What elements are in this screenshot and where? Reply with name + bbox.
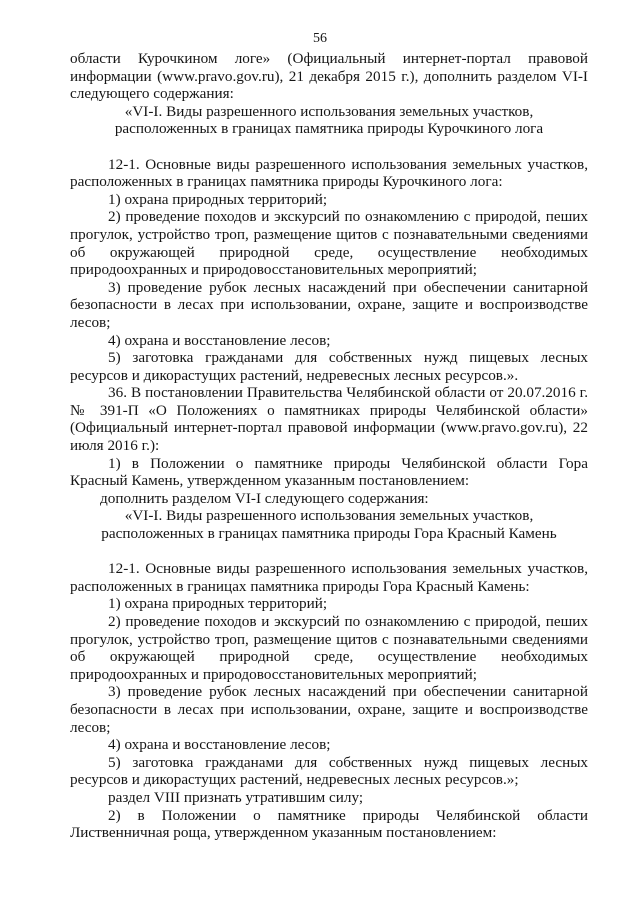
paragraph: 36. В постановлении Правительства Челябинской области от 20.07.2016 г. № 391-П «О Положениях о памятниках природы Челябинской области» (Официальный интернет-портал правовой информации (www.pravo.gov.ru), 22 июля 2016 г.):: [70, 384, 588, 455]
paragraph: 5) заготовка гражданами для собственных нужд пищевых лесных ресурсов и дикорастущих растений, недревесных лесных ресурсов.»;: [70, 753, 588, 789]
paragraph: 4) охрана и восстановление лесов;: [108, 736, 331, 754]
blank-line: [70, 138, 588, 156]
paragraph: 2) в Положении о памятнике природы Челябинской области Лиственничная роща, утвержденном указанным постановлением:: [70, 806, 588, 842]
paragraph: 2) проведение походов и экскурсий по ознакомлению с природой, пеших прогулок, устройство троп, размещение щитов с познавательными сведениями об окружающей природной среде, осуществление необходимых природоохранных и природовосстановительных мероприятий;: [70, 613, 588, 683]
paragraph: раздел VIII признать утратившим силу;: [108, 788, 364, 806]
paragraph: 4) охрана и восстановление лесов;: [108, 331, 331, 349]
paragraph: области Курочкином логе» (Официальный интернет-портал правовой информации (www.pravo.gov.ru), 21 декабря 2015 г.), дополнить разделом VI-I следующего содержания:: [70, 50, 588, 103]
paragraph: 5) заготовка гражданами для собственных нужд пищевых лесных ресурсов и дикорастущих растений, недревесных лесных ресурсов.».: [70, 349, 588, 384]
paragraph: 3) проведение рубок лесных насаждений при обеспечении санитарной безопасности в лесах при использовании, охране, защите и воспроизводстве лесов;: [70, 278, 588, 331]
paragraph: 1) охрана природных территорий;: [108, 190, 328, 208]
paragraph: 12-1. Основные виды разрешенного использования земельных участков, расположенных в границах памятника природы Курочкиного лога:: [70, 155, 588, 191]
paragraph: «VI-I. Виды разрешенного использования земельных участков,: [124, 507, 534, 525]
paragraph: 1) охрана природных территорий;: [108, 595, 328, 613]
blank-line: [70, 543, 588, 561]
paragraph: дополнить разделом VI-I следующего содержания:: [100, 489, 429, 507]
paragraph: расположенных в границах памятника природы Курочкиного лога: [114, 120, 544, 138]
document-body: [70, 50, 588, 842]
paragraph: расположенных в границах памятника природы Гора Красный Камень: [101, 525, 557, 543]
paragraph: 3) проведение рубок лесных насаждений при обеспечении санитарной безопасности в лесах при использовании, охране, защите и воспроизводстве лесов;: [70, 683, 588, 736]
page-number: 56: [313, 31, 327, 46]
paragraph: 1) в Положении о памятнике природы Челябинской области Гора Красный Камень, утвержденном указанным постановлением:: [70, 454, 588, 490]
paragraph: «VI-I. Виды разрешенного использования земельных участков,: [124, 102, 534, 120]
paragraph: 12-1. Основные виды разрешенного использования земельных участков, расположенных в границах памятника природы Гора Красный Камень:: [70, 560, 588, 595]
paragraph: 2) проведение походов и экскурсий по ознакомлению с природой, пеших прогулок, устройство троп, размещение щитов с познавательными сведениями об окружающей природной среде, осуществление необходимых природоохранных и природовосстановительных мероприятий;: [70, 208, 588, 279]
